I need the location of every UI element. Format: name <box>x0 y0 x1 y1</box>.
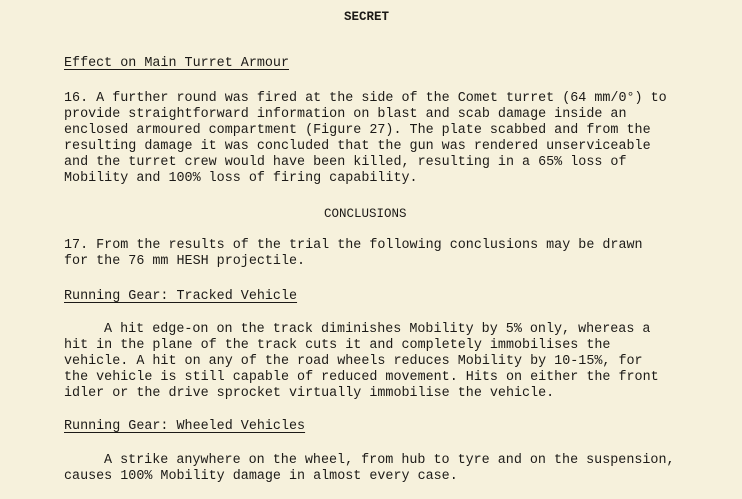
paragraph-line: the vehicle is still capable of reduced movement. Hits on either the front <box>64 370 659 385</box>
paragraph-line: A hit edge-on on the track diminishes Mobility by 5% only, whereas a <box>104 322 651 337</box>
conclusions-title: CONCLUSIONS <box>324 207 407 221</box>
paragraph-line: and the turret crew would have been killed, resulting in a 65% loss of <box>64 155 627 170</box>
paragraph-line: 16. A further round was fired at the side of the Comet turret (64 mm/0°) to <box>64 91 667 106</box>
paragraph-line: hit in the plane of the track cuts it and completely immobilises the <box>64 338 611 353</box>
section-heading-wheeled-vehicles: Running Gear: Wheeled Vehicles <box>64 419 306 434</box>
security-classification-header: SECRET <box>344 10 390 24</box>
paragraph-line: resulting damage it was concluded that the gun was rendered unserviceable <box>64 139 651 154</box>
paragraph-line: vehicle. A hit on any of the road wheels reduces Mobility by 10-15%, for <box>64 354 643 369</box>
paragraph-line: Mobility and 100% loss of firing capability. <box>64 171 418 186</box>
paragraph-line: enclosed armoured compartment (Figure 27). The plate scabbed and from the <box>64 123 651 138</box>
paragraph-line: idler or the drive sprocket virtually immobilise the vehicle. <box>64 386 555 401</box>
paragraph-line: 17. From the results of the trial the following conclusions may be drawn <box>64 238 643 253</box>
paragraph-line: for the 76 mm HESH projectile. <box>64 254 306 269</box>
paragraph-line: provide straightforward information on blast and scab damage inside an <box>64 107 627 122</box>
paragraph-line: A strike anywhere on the wheel, from hub to tyre and on the suspension, <box>104 453 675 468</box>
paragraph-line: causes 100% Mobility damage in almost every case. <box>64 469 458 484</box>
section-heading-turret-armour: Effect on Main Turret Armour <box>64 56 289 71</box>
section-heading-tracked-vehicle: Running Gear: Tracked Vehicle <box>64 289 298 304</box>
